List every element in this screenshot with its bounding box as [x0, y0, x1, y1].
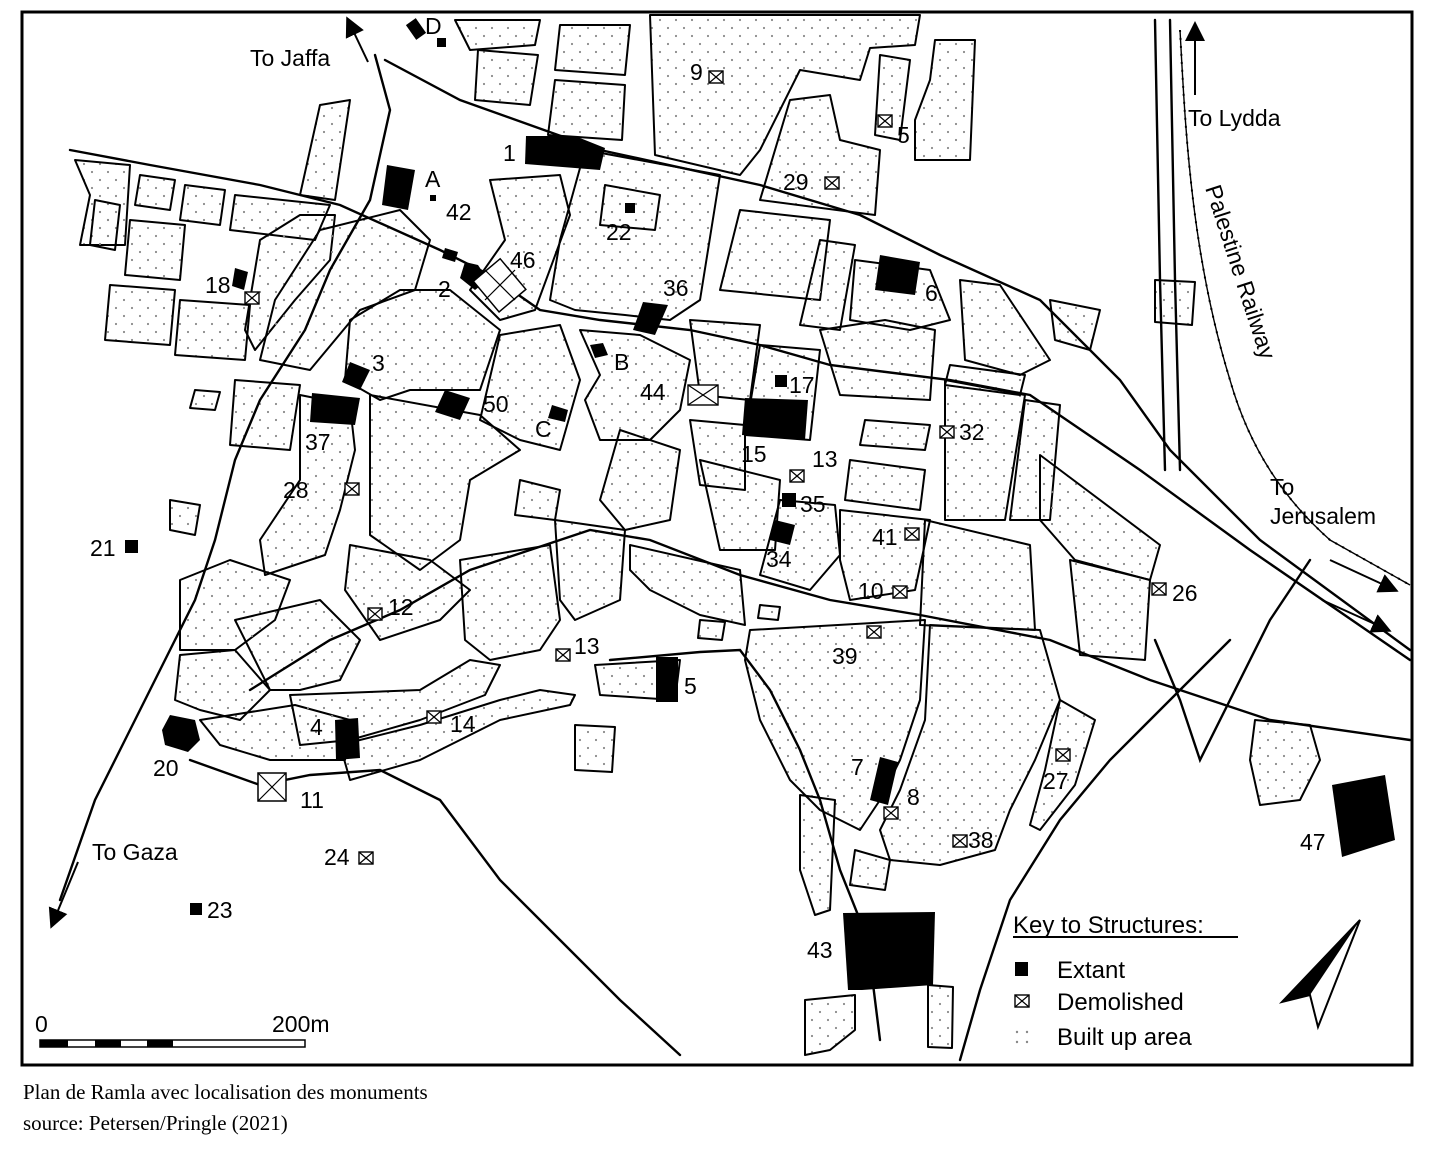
caption-source: source: Petersen/Pringle (2021)	[23, 1111, 288, 1135]
label-extant: 34	[766, 546, 792, 572]
label-extant: 37	[305, 429, 331, 455]
label-extant: 15	[741, 441, 767, 467]
label-demolished: 38	[968, 827, 994, 853]
label-demolished: 26	[1172, 580, 1198, 606]
label-demolished: 12	[388, 594, 414, 620]
label-to-gaza: To Gaza	[92, 839, 178, 865]
label-demolished: 42	[446, 199, 472, 225]
label-demolished: 44	[640, 379, 666, 405]
label-to-lydda: To Lydda	[1188, 105, 1281, 131]
label-demolished: 29	[783, 169, 809, 195]
label-extant: 5	[684, 673, 697, 699]
legend-extant-label: Extant	[1057, 957, 1126, 984]
label-demolished: 9	[690, 59, 703, 85]
caption-title: Plan de Ramla avec localisation des monuments	[23, 1080, 428, 1104]
label-palestine-railway: Palestine Railway	[1200, 181, 1282, 363]
label-demolished: 24	[324, 844, 350, 870]
label-extant: 17	[789, 372, 815, 398]
scale-start-label: 0	[35, 1011, 48, 1037]
label-demolished: 11	[300, 787, 324, 813]
label-extant: 47	[1300, 829, 1326, 855]
legend-extant-swatch	[1015, 962, 1028, 976]
label-extant: 7	[851, 754, 864, 780]
label-extant: 2	[438, 276, 451, 302]
label-extant: 23	[207, 897, 233, 923]
label-demolished: 13	[574, 633, 600, 659]
label-demolished: 10	[858, 578, 884, 604]
label-demolished: 39	[832, 643, 858, 669]
label-demolished: 27	[1043, 768, 1069, 794]
label-extant: 20	[153, 755, 179, 781]
label-extant: 36	[663, 275, 689, 301]
label-extant: 6	[925, 280, 938, 306]
label-demolished: 5	[897, 122, 910, 148]
figure-caption	[23, 1077, 428, 1139]
label-extant: 4	[310, 714, 323, 740]
label-demolished: 13	[812, 446, 838, 472]
label-extant: 43	[807, 937, 833, 963]
label-extant: 21	[90, 535, 116, 561]
label-extant: C	[535, 416, 552, 442]
label-to-jerusalem-1: To	[1270, 474, 1295, 500]
label-extant: 3	[372, 350, 385, 376]
label-demolished: 28	[283, 477, 309, 503]
label-demolished: 46	[510, 247, 536, 273]
legend-built-up-label: Built up area	[1057, 1024, 1192, 1051]
legend-demolished-swatch	[1015, 995, 1029, 1007]
label-demolished: 8	[907, 784, 920, 810]
label-extant: 50	[483, 391, 509, 417]
label-extant: A	[425, 166, 441, 192]
label-demolished: 18	[205, 272, 231, 298]
label-extant: B	[614, 349, 630, 375]
label-extant: 22	[606, 219, 632, 245]
legend-title: Key to Structures:	[1013, 912, 1204, 939]
label-to-jaffa: To Jaffa	[250, 45, 331, 71]
legend-demolished-label: Demolished	[1057, 989, 1184, 1016]
label-extant: 35	[800, 491, 826, 517]
label-to-jerusalem-2: Jerusalem	[1270, 503, 1377, 529]
label-demolished: 41	[872, 524, 898, 550]
label-demolished: 32	[959, 419, 985, 445]
scale-bar	[40, 1040, 305, 1047]
label-demolished: 14	[450, 711, 476, 737]
scale-end-label: 200m	[272, 1011, 330, 1037]
label-extant: D	[425, 13, 442, 39]
label-extant: 1	[503, 140, 516, 166]
